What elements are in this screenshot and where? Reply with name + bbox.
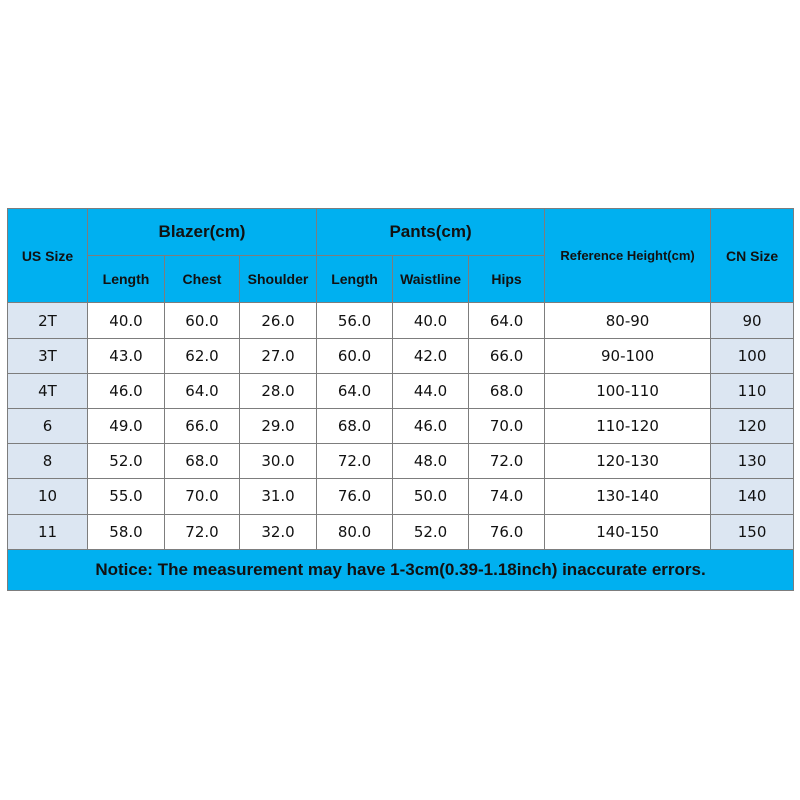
- blazer-shoulder-cell: 29.0: [240, 408, 317, 443]
- blazer-chest-cell: 62.0: [165, 338, 240, 373]
- pants-hips-cell: 76.0: [469, 514, 545, 549]
- pants-length-header: Length: [317, 256, 393, 303]
- blazer-chest-cell: 70.0: [165, 479, 240, 514]
- pants-length-cell: 60.0: [317, 338, 393, 373]
- pants-header: Pants(cm): [317, 209, 545, 256]
- reference-height-cell: 110-120: [545, 408, 711, 443]
- blazer-shoulder-cell: 31.0: [240, 479, 317, 514]
- blazer-length-cell: 40.0: [88, 303, 165, 338]
- pants-waistline-cell: 48.0: [393, 444, 469, 479]
- reference-height-cell: 130-140: [545, 479, 711, 514]
- blazer-shoulder-cell: 30.0: [240, 444, 317, 479]
- cn-size-cell: 100: [711, 338, 794, 373]
- blazer-chest-cell: 68.0: [165, 444, 240, 479]
- pants-length-cell: 72.0: [317, 444, 393, 479]
- pants-waistline-cell: 44.0: [393, 373, 469, 408]
- reference-height-cell: 120-130: [545, 444, 711, 479]
- blazer-length-header: Length: [88, 256, 165, 303]
- size-chart-table: [7, 208, 794, 591]
- reference-height-cell: 80-90: [545, 303, 711, 338]
- blazer-chest-cell: 66.0: [165, 408, 240, 443]
- table-row: [8, 338, 794, 373]
- us-size-cell: 4T: [8, 373, 88, 408]
- us-size-cell: 11: [8, 514, 88, 549]
- table-row: [8, 303, 794, 338]
- reference-height-header: Reference Height(cm): [545, 209, 711, 303]
- pants-length-cell: 56.0: [317, 303, 393, 338]
- pants-hips-header: Hips: [469, 256, 545, 303]
- blazer-shoulder-cell: 28.0: [240, 373, 317, 408]
- cn-size-cell: 130: [711, 444, 794, 479]
- pants-waistline-header: Waistline: [393, 256, 469, 303]
- us-size-cell: 6: [8, 408, 88, 443]
- pants-waistline-cell: 50.0: [393, 479, 469, 514]
- us-size-cell: 2T: [8, 303, 88, 338]
- notice-row: [8, 549, 794, 590]
- cn-size-cell: 140: [711, 479, 794, 514]
- blazer-chest-cell: 72.0: [165, 514, 240, 549]
- blazer-shoulder-cell: 32.0: [240, 514, 317, 549]
- pants-length-cell: 80.0: [317, 514, 393, 549]
- cn-size-cell: 90: [711, 303, 794, 338]
- pants-waistline-cell: 46.0: [393, 408, 469, 443]
- cn-size-cell: 150: [711, 514, 794, 549]
- us-size-cell: 10: [8, 479, 88, 514]
- cn-size-cell: 120: [711, 408, 794, 443]
- pants-waistline-cell: 52.0: [393, 514, 469, 549]
- pants-hips-cell: 68.0: [469, 373, 545, 408]
- notice-text: Notice: The measurement may have 1-3cm(0.39-1.18inch) inaccurate errors.: [8, 549, 794, 590]
- blazer-length-cell: 52.0: [88, 444, 165, 479]
- blazer-length-cell: 46.0: [88, 373, 165, 408]
- pants-hips-cell: 64.0: [469, 303, 545, 338]
- blazer-shoulder-cell: 26.0: [240, 303, 317, 338]
- pants-length-cell: 68.0: [317, 408, 393, 443]
- blazer-header: Blazer(cm): [88, 209, 317, 256]
- table-row: [8, 408, 794, 443]
- pants-hips-cell: 74.0: [469, 479, 545, 514]
- blazer-length-cell: 55.0: [88, 479, 165, 514]
- blazer-length-cell: 58.0: [88, 514, 165, 549]
- blazer-length-cell: 43.0: [88, 338, 165, 373]
- cn-size-header: CN Size: [711, 209, 794, 303]
- pants-length-cell: 76.0: [317, 479, 393, 514]
- pants-waistline-cell: 42.0: [393, 338, 469, 373]
- reference-height-cell: 100-110: [545, 373, 711, 408]
- us-size-header: US Size: [8, 209, 88, 303]
- header-row: [8, 209, 794, 256]
- table-row: [8, 444, 794, 479]
- blazer-chest-cell: 64.0: [165, 373, 240, 408]
- pants-waistline-cell: 40.0: [393, 303, 469, 338]
- blazer-chest-header: Chest: [165, 256, 240, 303]
- cn-size-cell: 110: [711, 373, 794, 408]
- table-row: [8, 514, 794, 549]
- blazer-length-cell: 49.0: [88, 408, 165, 443]
- blazer-shoulder-cell: 27.0: [240, 338, 317, 373]
- us-size-cell: 8: [8, 444, 88, 479]
- blazer-shoulder-header: Shoulder: [240, 256, 317, 303]
- table-row: [8, 479, 794, 514]
- pants-length-cell: 64.0: [317, 373, 393, 408]
- pants-hips-cell: 70.0: [469, 408, 545, 443]
- reference-height-cell: 90-100: [545, 338, 711, 373]
- table-row: [8, 373, 794, 408]
- reference-height-cell: 140-150: [545, 514, 711, 549]
- us-size-cell: 3T: [8, 338, 88, 373]
- pants-hips-cell: 66.0: [469, 338, 545, 373]
- pants-hips-cell: 72.0: [469, 444, 545, 479]
- blazer-chest-cell: 60.0: [165, 303, 240, 338]
